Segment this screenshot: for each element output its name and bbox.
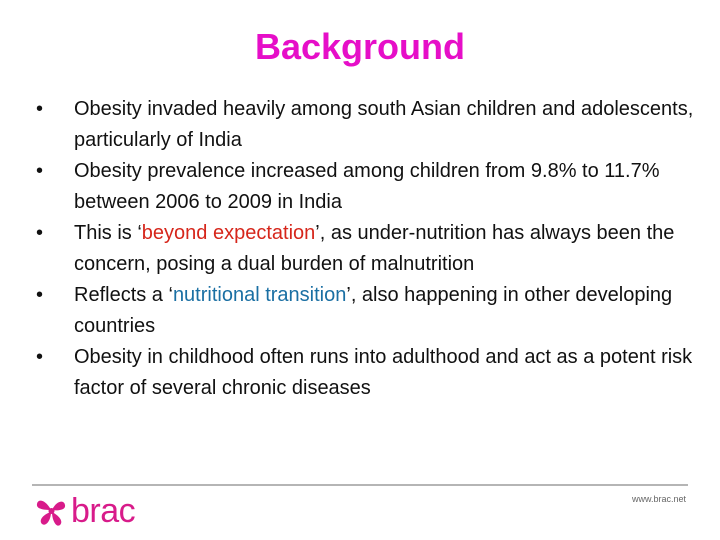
highlight-nutritional-transition: nutritional transition: [172, 284, 347, 306]
bullet-text: Obesity prevalence increased among children from 9.8% to 11.7% between 2006 to 2009 in India: [74, 160, 660, 213]
bullet-marker: •: [36, 346, 44, 368]
highlight-beyond-expectation: beyond expectation: [141, 222, 316, 244]
brac-logo-icon: [34, 494, 68, 528]
bullet-text-before: This is ‘: [74, 222, 142, 244]
bullet-item-4: [36, 280, 696, 342]
bullet-item-3: [36, 218, 696, 280]
bullet-text: Obesity invaded heavily among south Asian children and adolescents, particularly of India: [74, 98, 694, 151]
bullet-marker: •: [36, 98, 44, 120]
bullet-text-before: Reflects a ‘: [74, 284, 173, 306]
bullet-text: Obesity in childhood often runs into adulthood and act as a potent risk factor of several chronic diseases: [74, 346, 693, 399]
bullet-item-5: [36, 342, 696, 404]
bullet-list: [36, 94, 696, 404]
slide-title: Background: [254, 26, 466, 67]
brac-logo: [34, 492, 135, 530]
bullet-marker: •: [36, 160, 44, 182]
bullet-item-2: [36, 156, 696, 218]
website-url: www.brac.net: [631, 494, 686, 504]
bullet-marker: •: [36, 284, 44, 306]
bullet-item-1: [36, 94, 696, 156]
brac-logo-text: brac: [71, 492, 136, 530]
footer-divider: [32, 484, 688, 486]
bullet-text-after: ’, also happening in other developing countries: [74, 284, 673, 337]
bullet-marker: •: [36, 222, 44, 244]
bullet-text-after: ’, as under-nutrition has always been the concern, posing a dual burden of malnutrition: [74, 222, 675, 275]
